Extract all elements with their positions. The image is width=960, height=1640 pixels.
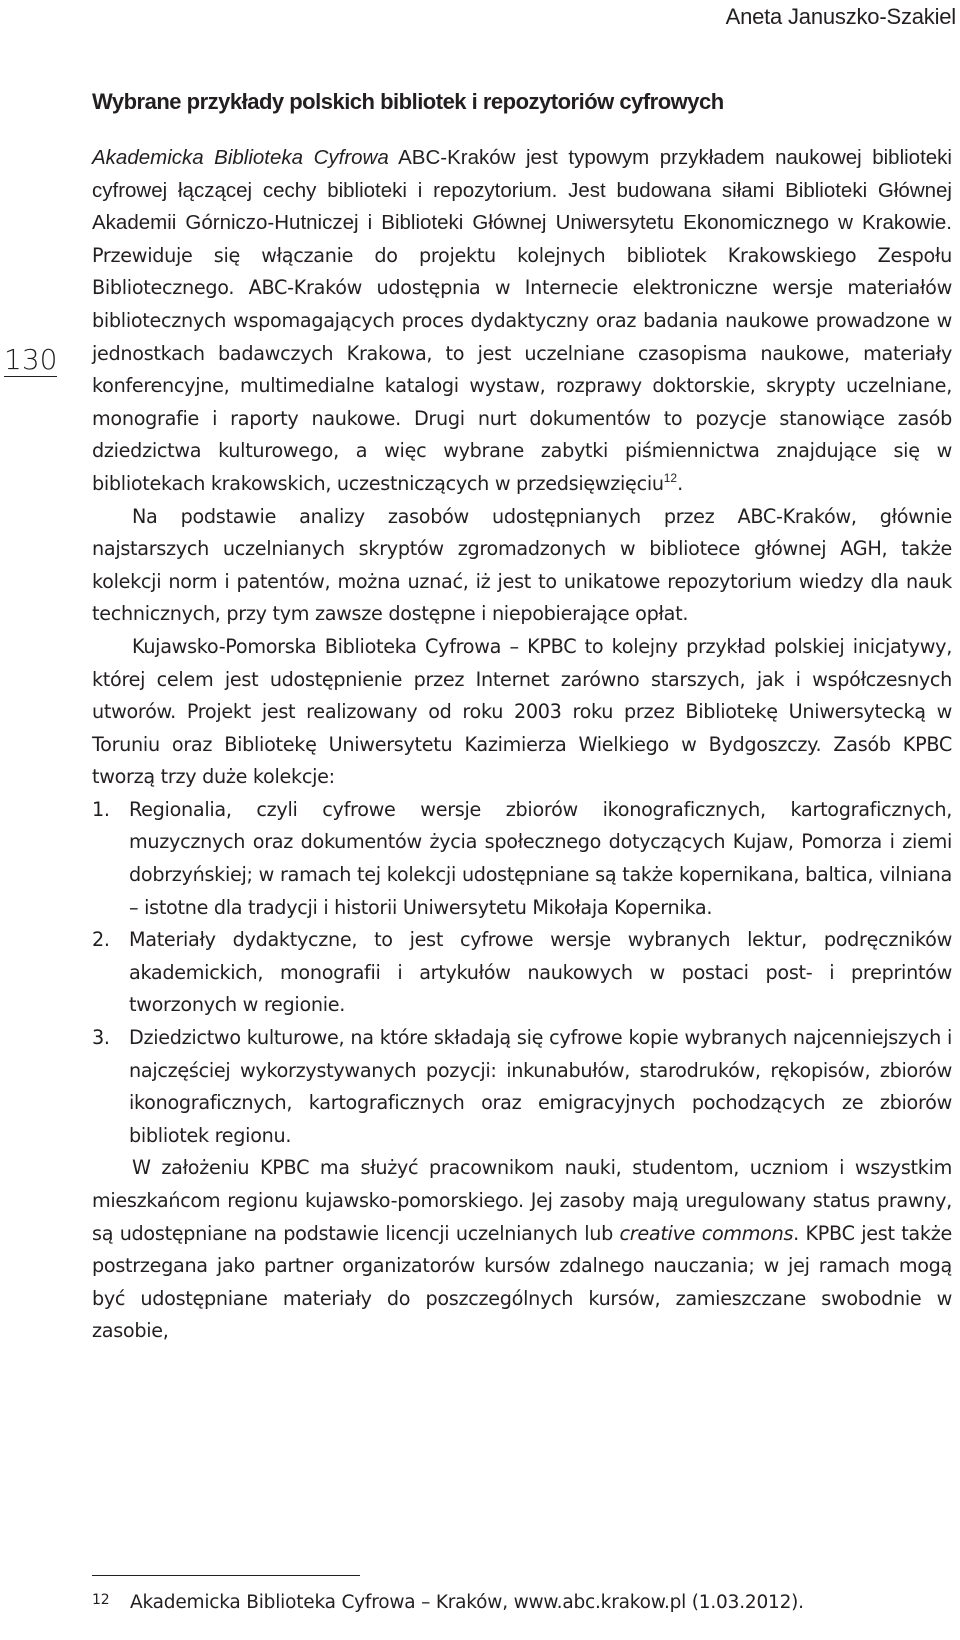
list-item-text: Materiały dydaktyczne, to jest cyfrowe wersje wybranych lektur, podręczników akademickich, monografii i artykułów naukowych w postaci post- i preprintów tworzonych w regionie. xyxy=(129,928,952,1017)
footnote xyxy=(92,1592,952,1613)
footnote-divider xyxy=(92,1575,360,1576)
paragraph-purpose-end: . KPBC jest także postrzegana jako partner organizatorów kursów zdalnego nauczania; w jej ramach mogą być udostępniane materiały do poszczególnych kursów, zamieszczane swobodnie w zasobie, xyxy=(92,1221,952,1343)
italic-creative-commons: creative commons xyxy=(619,1221,794,1245)
paragraph-kpbc: Kujawsko-Pomorska Biblioteka Cyfrowa – KPBC to kolejny przykład polskiej inicjatywy, której celem jest udostępnienie przez Internet zarówno starszych, jak i współczesnych utworów. Projekt jest realizowany od roku 2003 roku przez Bibliotekę Uniwersytecką w Toruniu oraz Bibliotekę Uniwersytetu Kazimierza Wielkiego w Bydgoszczy. Zasób KPBC tworzą trzy duże kolekcje: xyxy=(92,634,952,789)
list-item-text: Dziedzictwo kulturowe, na które składają się cyfrowe kopie wybranych najcenniejszych i najczęściej wykorzystywanych pozycji: inkunabułów, starodruków, rękopisów, zbiorów ikonograficznych, kartograficznych oraz emigracyjnych pochodzących ze zbiorów bibliotek regionu. xyxy=(129,1026,952,1147)
paragraph-analysis: Na podstawie analizy zasobów udostępnianych przez ABC-Kraków, głównie najstarszych uczelnianych skryptów zgromadzonych w bibliotece głównej AGH, także kolekcji norm i patentów, można uznać, iż jest to unikatowe repozytorium wiedzy dla nauk technicznych, przy tym zawsze dostępne i niepobierające opłat. xyxy=(92,504,952,626)
page-content xyxy=(92,90,952,1348)
running-header-author: Aneta Januszko-Szakiel xyxy=(725,4,956,29)
footnote-ref-12: 12 xyxy=(663,471,678,486)
page-number: 130 xyxy=(4,343,58,376)
paragraph-abc-body: Przewiduje się włączanie do projektu kolejnych bibliotek Krakowskiego Zespołu Bibliotecznego. ABC-Kraków udostępnia w Internecie elektroniczne wersje materiałów bibliotecznych wspomagających proces dydaktyczny oraz badania naukowe prowadzone w jednostkach badawczych Krakowa, to jest uczelniane czasopisma naukowe, materiały konferencyjne, multimedialne katalogi wystaw, rozprawy doktorskie, skrypty uczelniane, monografie i raporty naukowe. Drugi nurt dokumentów to pozycje stanowiące zasób dziedzictwa kulturowego, a więc wybrane zabytki piśmiennictwa znajdujące się w bibliotekach krakowskich, uczestniczących w przedsięwzięciu xyxy=(92,243,952,495)
list-item xyxy=(92,924,952,1022)
paragraph-abc-end: . xyxy=(677,471,683,495)
paragraph-abc-krakow xyxy=(92,142,952,501)
footnote-text: Akademicka Biblioteka Cyfrowa – Kraków, www.abc.krakow.pl (1.03.2012). xyxy=(130,1592,804,1613)
list-item xyxy=(92,794,952,924)
italic-title-abc: Akademicka Biblioteka Cyfrowa xyxy=(92,146,389,169)
paragraph-kpbc-purpose xyxy=(92,1152,952,1348)
list-item-number: 2. xyxy=(92,928,110,952)
kpbc-collections-list xyxy=(92,794,952,1153)
paragraph-abc-intro: ABC-Kraków jest typowym przykładem naukowej biblioteki cyfrowej łączącej cechy biblioteki i repozytorium. Jest budowana siłami Biblioteki Głównej Akademii Górniczo-Hutniczej i Biblioteki Głównej Uniwersytetu Ekonomicznego w Krakowie. xyxy=(92,146,952,235)
list-item-text: Regionalia, czyli cyfrowe wersje zbiorów ikonograficznych, kartograficznych, muzycznych oraz dokumentów życia społecznego dotyczących Kujaw, Pomorza i ziemi dobrzyńskiej; w ramach tej kolekcji udostępniane są także kopernikana, baltica, vilniana – istotne dla tradycji i historii Uniwersytetu Mikołaja Kopernika. xyxy=(129,797,952,919)
list-item-number: 3. xyxy=(92,1026,110,1050)
list-item xyxy=(92,1022,952,1152)
section-heading: Wybrane przykłady polskich bibliotek i repozytoriów cyfrowych xyxy=(92,89,724,114)
list-item-number: 1. xyxy=(92,797,110,821)
footnote-mark: 12 xyxy=(92,1592,110,1608)
paragraph-purpose-start: W założeniu KPBC ma służyć pracownikom nauki, studentom, uczniom i wszystkim mieszkańcom regionu kujawsko-pomorskiego. Jej zasoby mają uregulowany status prawny, są udostępniane na podstawie licencji uczelnianych lub xyxy=(92,1156,952,1245)
